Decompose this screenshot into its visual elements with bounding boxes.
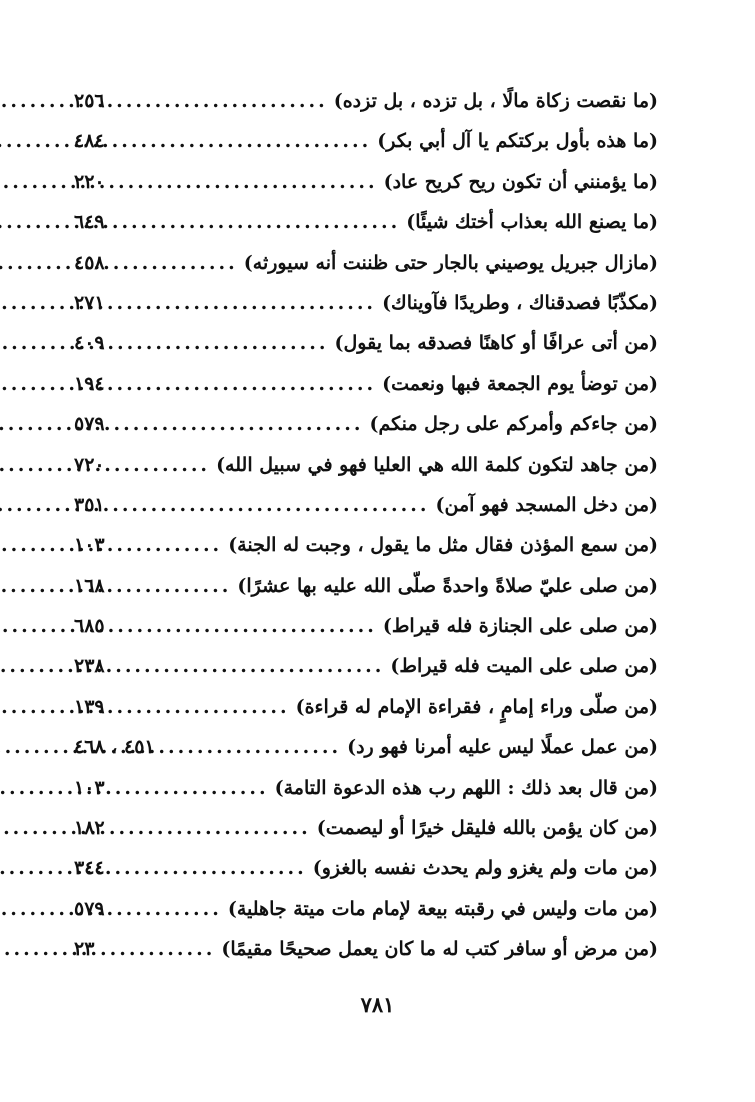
- index-entry: [74, 525, 658, 565]
- index-entry: [74, 566, 658, 606]
- dot-leader: [105, 323, 335, 363]
- page-reference: ١٣٩: [74, 695, 105, 718]
- hadith-text: (ما نقصت زكاة مالًا ، بل تزده ، بل تزده): [333, 90, 658, 112]
- dot-leader: [94, 929, 221, 969]
- index-entry: [74, 646, 658, 686]
- dot-leader: [105, 687, 296, 727]
- hadith-text: (من عمل عملًا ليس عليه أمرنا فهو رد): [347, 736, 658, 759]
- index-entry: [74, 323, 658, 363]
- hadith-text: (من جاهد لتكون كلمة الله هي العليا فهو في سبيل الله): [216, 453, 658, 476]
- dot-leader: [105, 202, 407, 242]
- hadith-text: (من مات وليس في رقبته بيعة لإمام مات ميتة جاهلية): [227, 897, 658, 920]
- page-reference: ١٨٢: [74, 817, 105, 840]
- page-reference: ٤٠٩: [74, 332, 105, 355]
- page-reference: ٢٧١: [74, 291, 105, 314]
- hadith-text: (ما هذه بأول بركتكم يا آل أبي بكر): [377, 130, 658, 153]
- page-reference: ٥٧٩: [74, 413, 105, 436]
- index-entry: [74, 687, 658, 727]
- page-reference: ١٩٤: [74, 372, 105, 395]
- index-entry: [74, 364, 658, 404]
- page-reference: ٤٥١ ، ٤٦٨: [74, 736, 155, 759]
- page-reference: ١٠٣: [74, 776, 105, 799]
- page-reference: ٤٨٤: [74, 130, 105, 153]
- dot-leader: [105, 848, 313, 888]
- dot-leader: [105, 889, 228, 929]
- hadith-text: (من قال بعد ذلك : اللهم رب هذه الدعوة التامة): [274, 776, 658, 799]
- dot-leader: [105, 364, 382, 404]
- hadith-index-list: [74, 81, 658, 970]
- hadith-text: (من سمع المؤذن فقال مثل ما يقول ، وجبت له الجنة): [228, 534, 658, 557]
- page-number: ٧٨١: [360, 992, 395, 1017]
- dot-leader: [155, 727, 347, 767]
- hadith-text: (من مرض أو سافر كتب له ما كان يعمل صحيحًا مقيمًا): [221, 938, 658, 961]
- page-reference: ٣٤٤: [74, 857, 105, 880]
- index-entry: [74, 202, 658, 242]
- page-reference: ٢٢٠: [74, 170, 105, 193]
- hadith-text: (من صلّى وراء إمامٍ ، فقراءة الإمام له قراءة): [295, 695, 658, 718]
- dot-leader: [105, 404, 370, 444]
- page-reference: ٤٥٨: [74, 251, 105, 274]
- index-entry: [74, 485, 658, 525]
- dot-leader: [105, 646, 391, 686]
- index-entry: [74, 848, 658, 888]
- hadith-text: (من صلى على الجنازة فله قيراط): [382, 615, 658, 638]
- hadith-text: (من توضأ يوم الجمعة فبها ونعمت): [382, 372, 658, 395]
- index-entry: [74, 162, 658, 202]
- hadith-text: (من كان يؤمن بالله فليقل خيرًا أو ليصمت): [316, 817, 658, 840]
- hadith-text: (من مات ولم يغزو ولم يحدث نفسه بالغزو): [312, 857, 658, 880]
- dot-leader: [105, 606, 383, 646]
- page-reference: ٦٤٩: [74, 211, 105, 234]
- dot-leader: [105, 808, 317, 848]
- page-reference: ١٠٣: [74, 534, 105, 557]
- dot-leader: [105, 768, 275, 808]
- hadith-text: (مكذّبًا فصدقناك ، وطريدًا فآويناك): [382, 291, 658, 314]
- page-reference: ١٦٨: [74, 574, 105, 597]
- page-reference: ٦٨٥: [74, 615, 105, 638]
- page-reference: ٣٥١: [74, 493, 105, 516]
- hadith-text: (ما يؤمنني أن تكون ريح كريح عاد): [383, 170, 658, 193]
- index-entry: [74, 929, 658, 969]
- dot-leader: [105, 81, 334, 121]
- hadith-text: (من دخل المسجد فهو آمن): [435, 493, 658, 516]
- index-entry: [74, 243, 658, 283]
- page-reference: ٢٣: [74, 938, 95, 961]
- index-entry: [74, 445, 658, 485]
- dot-leader: [105, 121, 378, 161]
- dot-leader: [105, 243, 244, 283]
- hadith-text: (مازال جبريل يوصيني بالجار حتى ظننت أنه سيورثه): [243, 251, 658, 274]
- dot-leader: [105, 525, 229, 565]
- index-entry: [74, 404, 658, 444]
- index-entry: [74, 808, 658, 848]
- dot-leader: [105, 445, 216, 485]
- dot-leader: [105, 566, 238, 606]
- hadith-text: (ما يصنع الله بعذاب أختك شيئًا): [406, 211, 658, 234]
- index-entry: [74, 889, 658, 929]
- hadith-text: (من أتى عرافًا أو كاهنًا فصدقه بما يقول): [334, 332, 658, 355]
- index-entry: [74, 283, 658, 323]
- page-reference: ٢٣٨: [74, 655, 105, 678]
- page-reference: ٥٧٩: [74, 897, 105, 920]
- index-entry: [74, 81, 658, 121]
- page-reference: ٧٢٠: [74, 453, 105, 476]
- hadith-text: (من صلى عليّ صلاةً واحدةً صلّى الله عليه بها عشرًا): [237, 574, 658, 597]
- index-entry: [74, 727, 658, 767]
- hadith-text: (من جاءكم وأمركم على رجل منكم): [369, 413, 658, 436]
- index-entry: [74, 121, 658, 161]
- dot-leader: [105, 162, 384, 202]
- dot-leader: [105, 485, 436, 525]
- dot-leader: [105, 283, 382, 323]
- hadith-text: (من صلى على الميت فله قيراط): [390, 655, 658, 678]
- page-reference: ٢٥٦: [74, 90, 105, 112]
- index-entry: [74, 768, 658, 808]
- index-entry: [74, 606, 658, 646]
